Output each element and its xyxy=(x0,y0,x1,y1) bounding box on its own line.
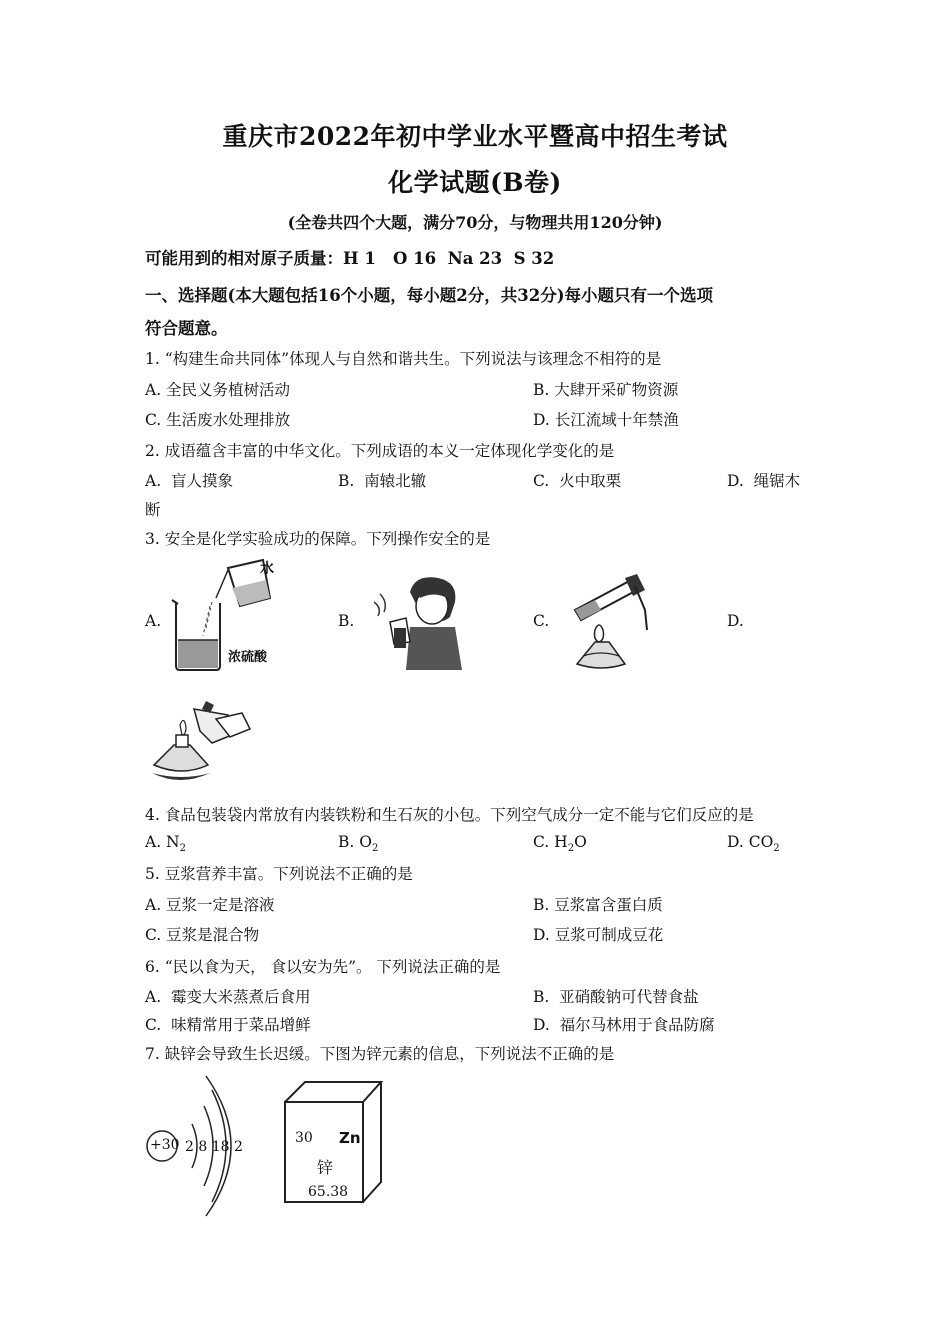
q2-option-b: B. 南辕北辙 xyxy=(338,472,427,490)
question-2-stem: 2. 成语蕴含丰富的中华文化。下列成语的本义一定体现化学变化的是 xyxy=(145,442,615,460)
q5-option-a: A. 豆浆一定是溶液 xyxy=(145,896,275,914)
q2-option-c: C. 火中取栗 xyxy=(533,472,622,490)
q3-image-a-water-label: 水 xyxy=(260,561,274,577)
q3-image-c-heating xyxy=(565,570,675,680)
q3-option-a: A. xyxy=(145,612,162,630)
section-heading-cont: 符合题意。 xyxy=(145,319,228,338)
q3-option-d: D. xyxy=(727,612,744,630)
atomic-mass-line: 可能用到的相对原子质量：H 1 O 16 Na 23 S 32 xyxy=(145,249,555,268)
zinc-symbol: Zn xyxy=(339,1129,361,1147)
q6-option-c: C. 味精常用于菜品增鲜 xyxy=(145,1016,311,1034)
section-heading: 一、选择题(本大题包括16个小题，每小题2分，共32分)每小题只有一个选项 xyxy=(145,286,714,305)
question-5-stem: 5. 豆浆营养丰富。下列说法不正确的是 xyxy=(145,865,413,883)
q5-option-c: C. 豆浆是混合物 xyxy=(145,926,260,944)
q2-option-d-cont: 断 xyxy=(145,501,161,519)
q4-option-c: C. $H_2O$ xyxy=(533,833,587,855)
q3-option-b: B. xyxy=(338,612,355,630)
exam-title: 重庆市2022年初中学业水平暨高中招生考试 xyxy=(222,122,728,151)
q1-option-d: D. 长江流域十年禁渔 xyxy=(533,411,679,429)
q2-option-d: D. 绳锯木 xyxy=(727,472,801,490)
question-3-stem: 3. 安全是化学实验成功的保障。下列操作安全的是 xyxy=(145,530,491,548)
q3-image-a-acid-label: 浓硫酸 xyxy=(228,650,268,665)
q3-image-b-smelling xyxy=(370,572,470,672)
question-7-stem: 7. 缺锌会导致生长迟缓。下图为锌元素的信息，下列说法不正确的是 xyxy=(145,1045,615,1063)
q6-option-b: B. 亚硝酸钠可代替食盐 xyxy=(533,988,699,1006)
zinc-name: 锌 xyxy=(317,1158,334,1177)
q3-image-d-lamps xyxy=(150,695,260,790)
q1-option-b: B. 大肆开采矿物资源 xyxy=(533,381,679,399)
question-6-stem: 6. “民以食为天， 食以安为先”。 下列说法正确的是 xyxy=(145,958,501,976)
exam-subtitle: 化学试题(B卷) xyxy=(388,168,562,197)
q2-option-a: A. 盲人摸象 xyxy=(145,472,233,490)
q4-option-d: D. $CO_2$ xyxy=(727,833,780,855)
question-1-stem: 1. “构建生命共同体”体现人与自然和谐共生。下列说法与该理念不相符的是 xyxy=(145,350,662,368)
q6-option-a: A. 霉变大米蒸煮后食用 xyxy=(145,988,311,1006)
q5-option-d: D. 豆浆可制成豆花 xyxy=(533,926,664,944)
q5-option-b: B. 豆浆富含蛋白质 xyxy=(533,896,663,914)
zinc-atomic-number: 30 xyxy=(295,1130,313,1146)
q4-option-a: A. $N_2$ xyxy=(145,833,186,855)
zinc-nucleus-charge: +30 xyxy=(150,1137,180,1153)
exam-note: (全卷共四个大题，满分70分，与物理共用120分钟) xyxy=(287,213,663,232)
q3-option-c: C. xyxy=(533,612,550,630)
q1-option-a: A. 全民义务植树活动 xyxy=(145,381,291,399)
zinc-atomic-mass: 65.38 xyxy=(308,1184,349,1200)
q1-option-c: C. 生活废水处理排放 xyxy=(145,411,291,429)
zinc-electron-shells: 2 8 18 2 xyxy=(185,1139,243,1155)
q6-option-d: D. 福尔马林用于食品防腐 xyxy=(533,1016,715,1034)
question-4-stem: 4. 食品包装袋内常放有内装铁粉和生石灰的小包。下列空气成分一定不能与它们反应的是 xyxy=(145,806,754,824)
q4-option-b: B. $O_2$ xyxy=(338,833,379,855)
